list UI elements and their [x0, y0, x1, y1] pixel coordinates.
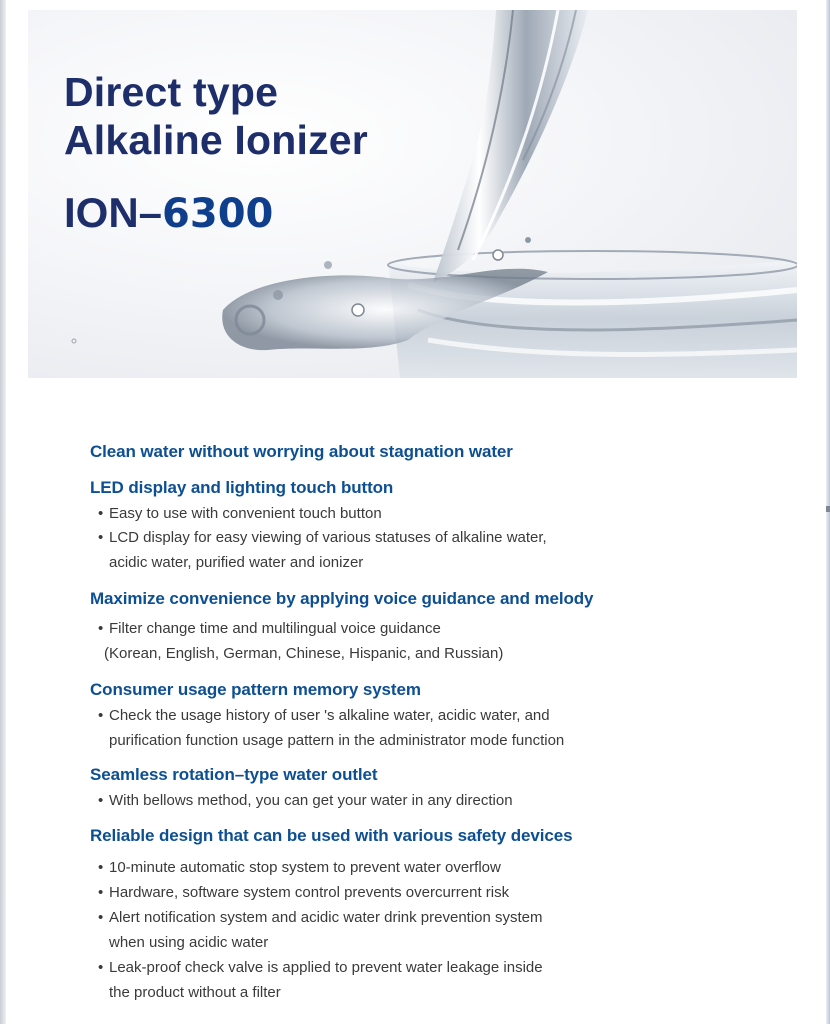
bullet-text: • Hardware, software system control prevents overcurrent risk [109, 884, 510, 901]
feature-section [90, 476, 730, 571]
language-list: (Korean, English, German, Chinese, Hispanic, and Russian) [104, 644, 504, 662]
feature-section [90, 763, 730, 809]
scroll-marker [826, 506, 830, 512]
bullet-text: when using acidic water [109, 933, 269, 951]
bullet-text: • 10-minute automatic stop system to prevent water overflow [109, 859, 501, 876]
bullet-text: • Easy to use with convenient touch button [109, 505, 382, 522]
bullet-item [99, 704, 729, 753]
bullet-text: acidic water, purified water and ionizer [109, 553, 364, 571]
bullet-item [99, 526, 729, 575]
bullet-text: • Check the usage history of user 's alkaline water, acidic water, and [109, 707, 550, 724]
bullet-item [99, 856, 729, 881]
hero-banner [28, 10, 797, 378]
bullet-item [99, 617, 729, 666]
section-heading: Clean water without worrying about stagnation water [90, 442, 513, 461]
section-heading: Seamless rotation–type water outlet [90, 765, 378, 784]
feature-section [90, 824, 730, 1001]
page-left-edge [0, 0, 6, 1024]
product-title [64, 68, 368, 164]
bullet-text: • Filter change time and multilingual voice guidance [109, 620, 441, 637]
page-right-edge [826, 0, 830, 1024]
feature-section [90, 678, 730, 749]
title-line-1: Direct type [64, 69, 279, 115]
section-heading: Maximize convenience by applying voice guidance and melody [90, 589, 594, 608]
bullet-text: • Leak-proof check valve is applied to prevent water leakage inside [109, 959, 543, 976]
bullet-text: • LCD display for easy viewing of various statuses of alkaline water, [109, 529, 547, 546]
bullet-item [99, 956, 729, 1005]
bullet-item [99, 881, 729, 906]
bullet-text: purification function usage pattern in the administrator mode function [109, 731, 565, 749]
model-number: 6300 [162, 191, 274, 237]
bullet-text: • Alert notification system and acidic water drink prevention system [109, 909, 543, 926]
title-line-2: Alkaline Ionizer [64, 117, 368, 163]
bullet-text: the product without a filter [109, 983, 281, 1001]
feature-section [90, 587, 730, 662]
feature-section [90, 440, 730, 464]
section-heading: Reliable design that can be used with various safety devices [90, 826, 573, 845]
section-heading: LED display and lighting touch button [90, 478, 394, 497]
bullet-item [99, 502, 729, 527]
model-prefix: ION– [64, 189, 163, 236]
bullet-text: • With bellows method, you can get your water in any direction [109, 792, 513, 809]
section-heading: Consumer usage pattern memory system [90, 680, 421, 699]
model-name [64, 188, 273, 239]
bullet-item [99, 906, 729, 955]
bullet-item [99, 789, 729, 814]
